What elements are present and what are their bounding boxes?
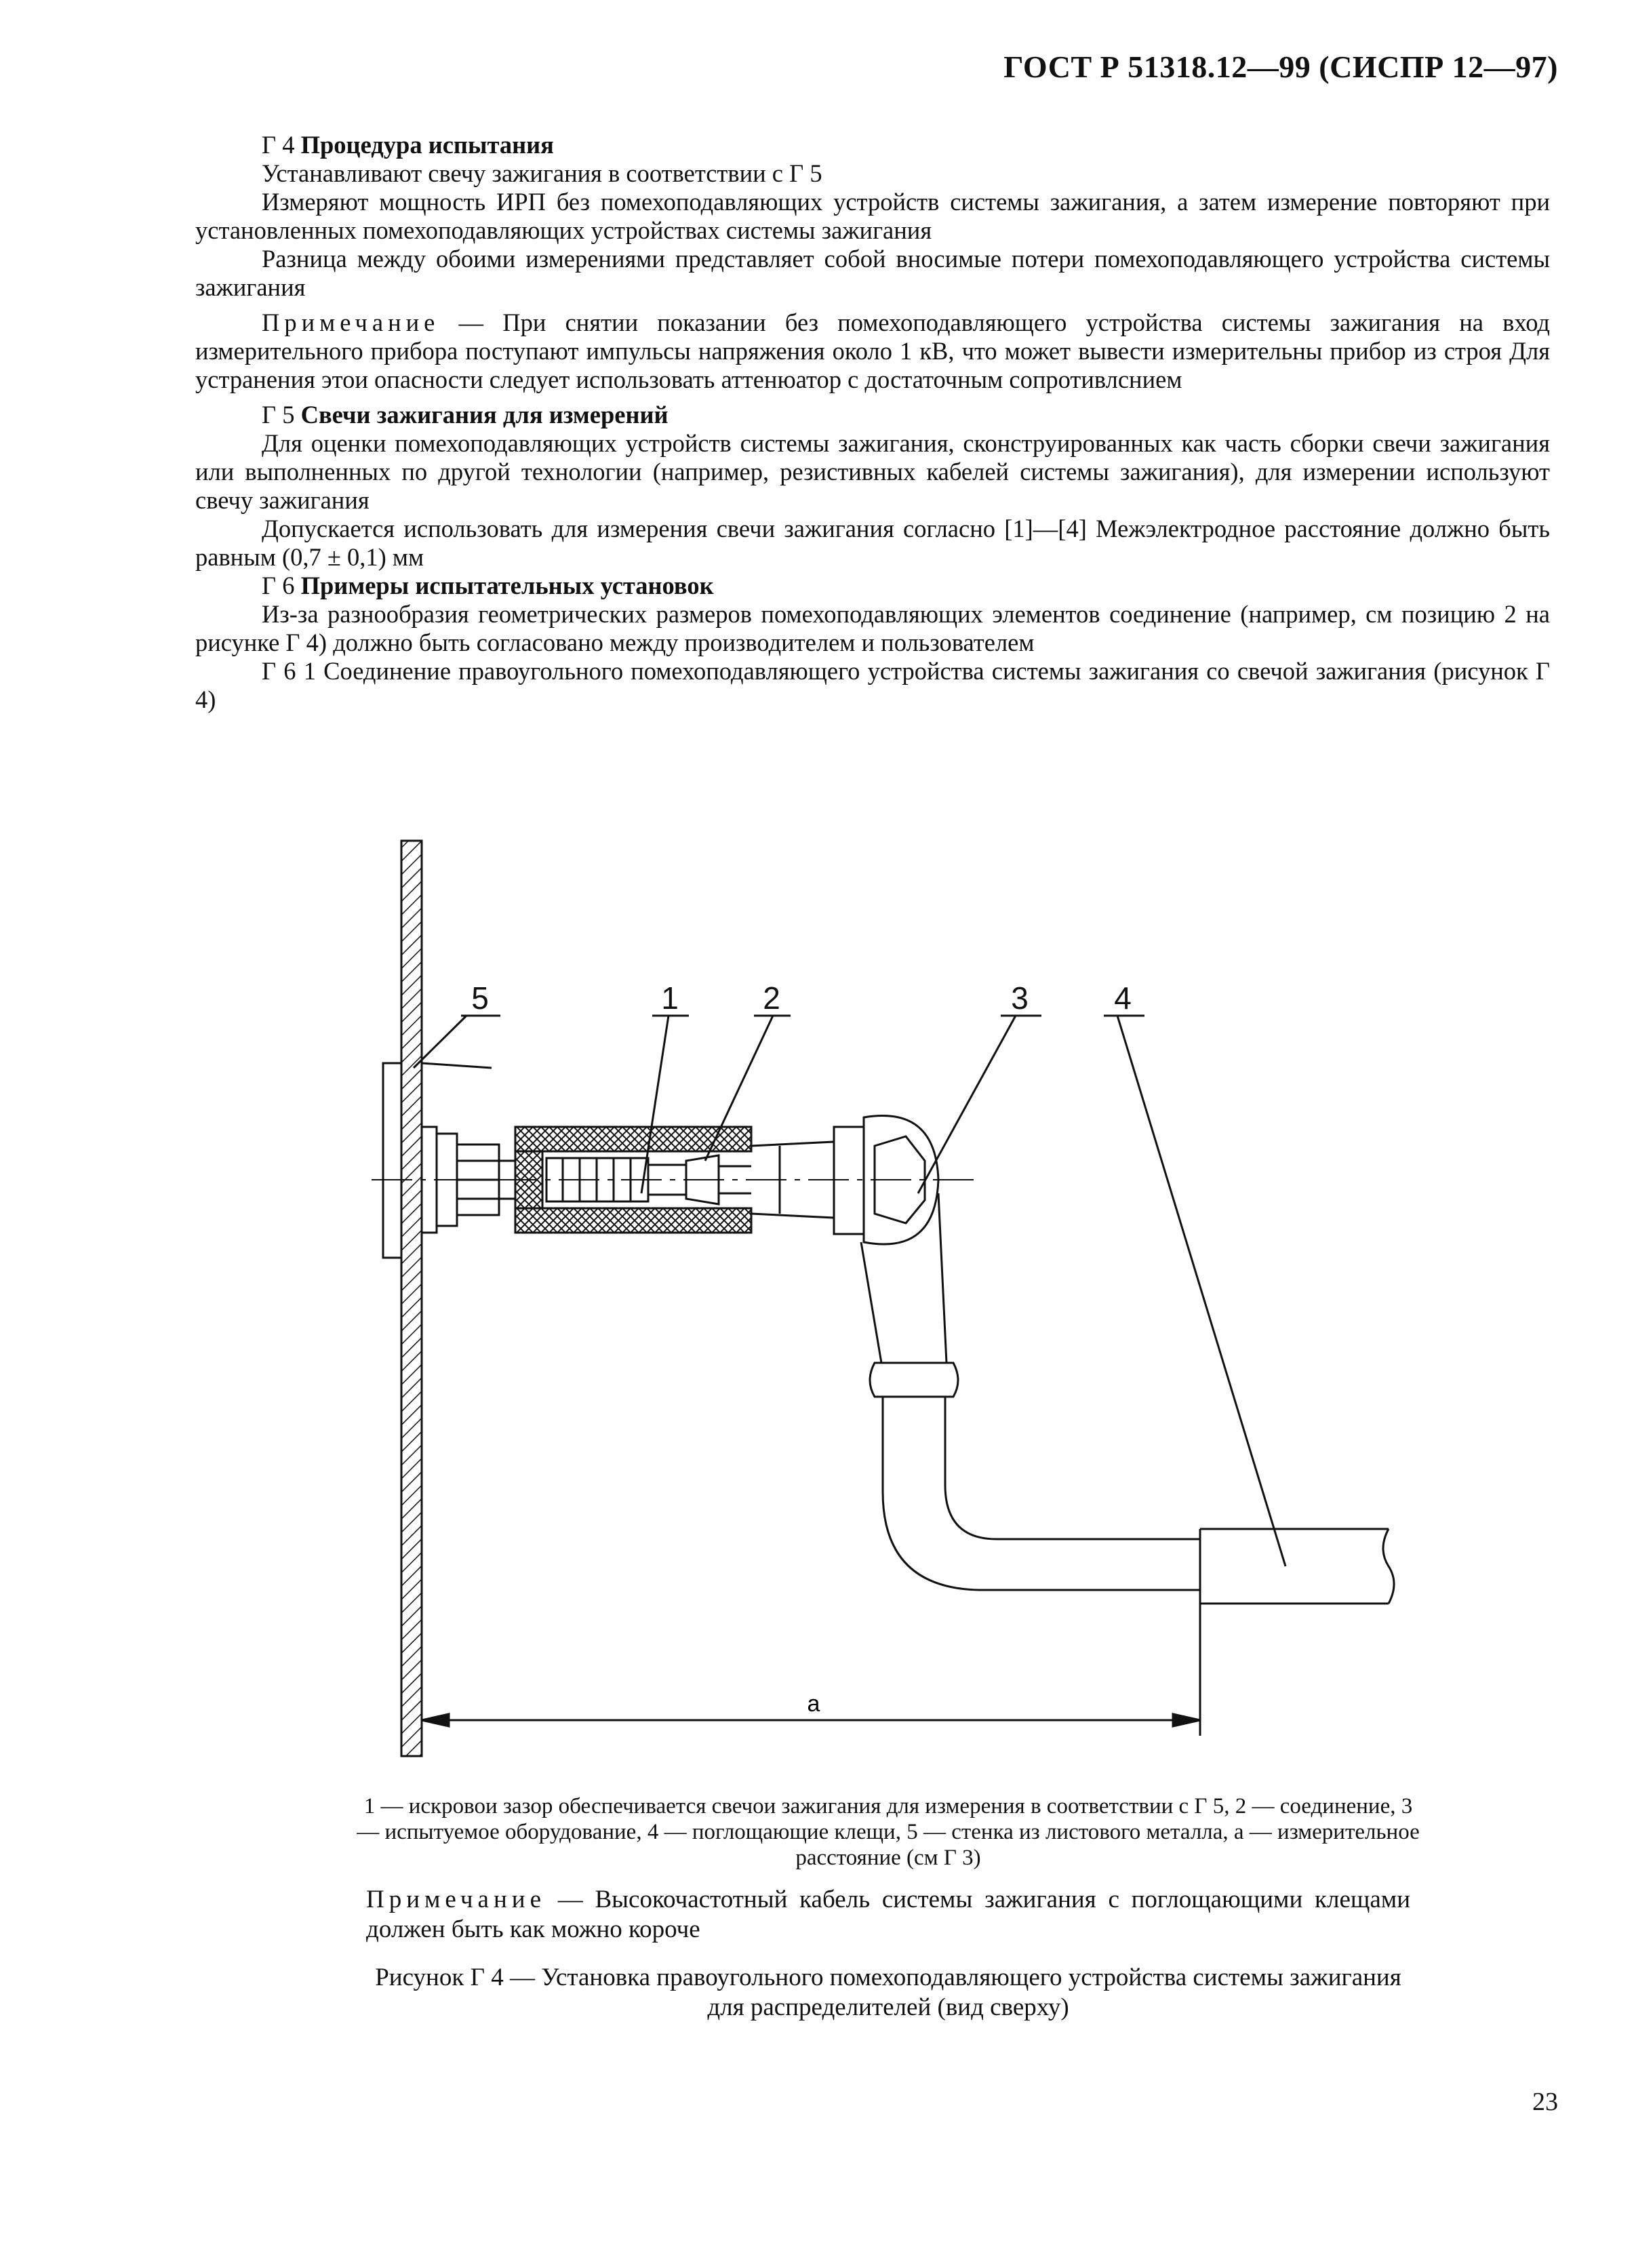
section-title: Процедура испытания	[300, 131, 554, 159]
metal-wall	[401, 841, 422, 1756]
callout-1: 1	[661, 980, 679, 1016]
page-number: 23	[1532, 2088, 1558, 2116]
note-label: Примечание	[262, 309, 440, 336]
paragraph: Измеряют мощность ИРП без помехоподавляющих устройств системы зажигания, а затем измерение повторяют при установленных помехоподавляющих устройствах системы зажигания	[195, 188, 1550, 244]
callout-4: 4	[1114, 980, 1132, 1016]
figure-legend: 1 — искровои зазор обеспечивается свечои зажигания для измерения в соответствии с Г 5, 2 — соединение, 3 — испытуемое оборудование, 4 — поглощающие клещи, 5 — стенка из листового металла, а — измерительное расстояние (см Г 3)	[357, 1794, 1420, 1870]
paragraph: Для оценки помехоподавляющих устройств системы зажигания, сконструированных как часть сборки свечи зажигания или выполненных по другой технологии (например, резистивных кабелей системы зажигания), для измерении используют свечу зажигания	[195, 429, 1550, 514]
section-number: Г 6	[262, 572, 301, 599]
callout-2: 2	[763, 980, 780, 1016]
paragraph: Допускается использовать для измерения свечи зажигания согласно [1]—[4] Межэлектродное расстояние должно быть равным (0,7 ± 0,1) мм	[195, 515, 1550, 571]
document-header: ГОСТ Р 51318.12—99 (СИСПР 12—97)	[1003, 49, 1558, 84]
section-title: Примеры испытательных установок	[300, 572, 714, 599]
callout-3: 3	[1011, 980, 1029, 1016]
absorbing-clamp-4	[1200, 1529, 1394, 1604]
paragraph: Разница между обоими измерениями представляет собой вносимые потери помехоподавляющего устройства системы зажигания	[195, 245, 1550, 301]
hv-cable	[883, 1397, 1200, 1590]
note-text: — Высокочастотный кабель системы зажигания с поглощающими клещами должен быть как можно короче	[366, 1886, 1410, 1943]
paragraph: Г 6 1 Соединение правоугольного помехоподавляющего устройства системы зажигания со свечой зажигания (рисунок Г 4)	[195, 657, 1550, 713]
figure-title: Рисунок Г 4 — Установка правоугольного помехоподавляющего устройства системы зажигания для распределителей (вид сверху)	[375, 1964, 1401, 2021]
callout-5: 5	[471, 980, 489, 1016]
paragraph: Устанавливают свечу зажигания в соответствии с Г 5	[262, 159, 822, 187]
leader-lines	[414, 1016, 1286, 1566]
note-text: — При снятии показании без помехоподавляющего устройства системы зажигания на вход измерительного прибора поступают импульсы напряжения около 1 кВ, что может вывести измерительны прибор из строя Для устранения этои опасности следует использовать аттенюатор с достаточным сопротивлснием	[195, 309, 1550, 393]
section-number: Г 4	[262, 131, 301, 159]
dimension-label: а	[807, 1691, 820, 1717]
section-title: Свечи зажигания для измерений	[300, 401, 669, 429]
figure-note	[366, 1885, 1410, 1945]
callout-labels	[471, 980, 1132, 1016]
right-angle-device-3	[751, 1115, 958, 1397]
paragraph: Из-за разнообразия геометрических размеров помехоподавляющих элементов соединение (например, см позицию 2 на рисунке Г 4) должно быть согласовано между производителем и пользователем	[195, 600, 1550, 656]
section-number: Г 5	[262, 401, 301, 429]
note-label: Примечание	[366, 1886, 546, 1913]
